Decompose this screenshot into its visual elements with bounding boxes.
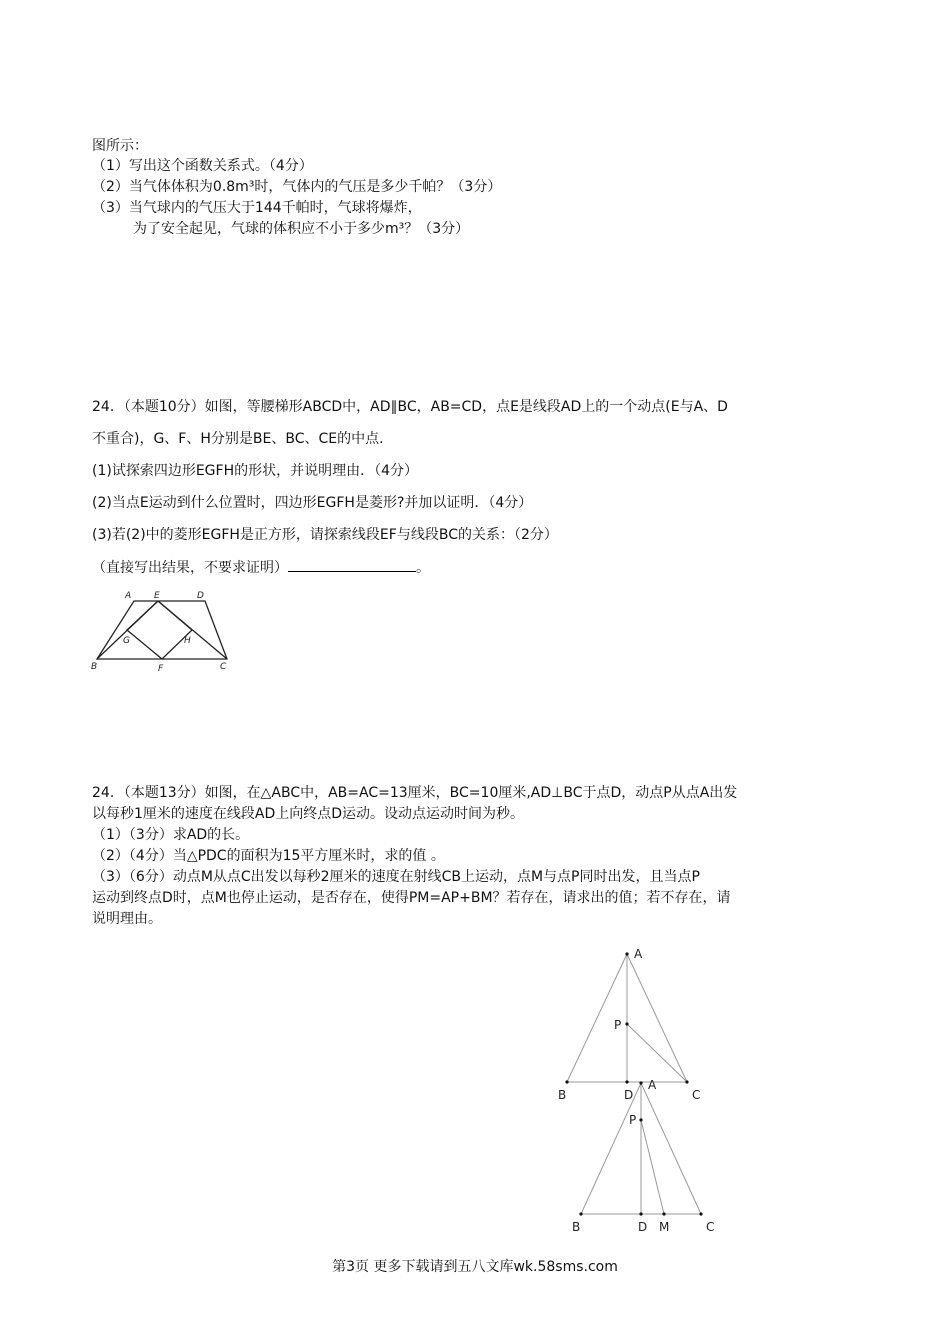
q24b-part2: （2）（4分）当△PDC的面积为15平方厘米时，求的值 。 <box>92 848 445 864</box>
label-p-1: P <box>614 1018 622 1032</box>
point-p-1 <box>625 1022 628 1025</box>
point-d-2 <box>639 1212 642 1215</box>
triangle-figure-2 <box>581 1083 701 1214</box>
q24a-line1: 24．（本题10分）如图，等腰梯形ABCD中，AD∥BC，AB=CD，点E是线段AD上的一个动点(E与A、D <box>92 399 728 415</box>
q23-intro: 图所示： <box>92 138 148 154</box>
q23-item-3: （3）当气球内的气压大于144千帕时，气球将爆炸， <box>92 200 422 216</box>
point-m-2 <box>662 1212 665 1215</box>
point-a-1 <box>625 952 628 955</box>
q24b-part3-l1: （3）（6分）动点M从点C出发以每秒2厘米的速度在射线CB上运动，点M与点P同时出发，且当点P <box>92 869 700 885</box>
point-a-2 <box>639 1081 642 1084</box>
q24a-part3-end: 。 <box>416 560 430 576</box>
q24a-line2: 不重合)，G、F、H分别是BE、BC、CE的中点. <box>92 431 384 447</box>
label-b: B <box>91 662 98 672</box>
point-b-2 <box>579 1212 582 1215</box>
label-a: A <box>125 591 132 601</box>
label-a-1: A <box>634 947 643 961</box>
segment-pc-1 <box>627 1024 687 1082</box>
label-a-2: A <box>648 1078 657 1092</box>
label-b-1: B <box>558 1088 567 1102</box>
label-f: F <box>158 664 164 674</box>
label-b-2: B <box>572 1220 581 1234</box>
page-footer: 第3页 更多下载请到五八文库wk.58sms.com <box>332 1259 618 1275</box>
point-c-2 <box>699 1212 702 1215</box>
q24a-part1: (1)试探索四边形EGFH的形状，并说明理由．（4分） <box>92 463 419 479</box>
q24b-part1: （1）（3分）求AD的长。 <box>92 827 250 843</box>
point-p-2 <box>639 1118 642 1121</box>
q24a-part2: (2)当点E运动到什么位置时，四边形EGFH是菱形?并加以证明．（4分） <box>92 495 533 511</box>
point-d-1 <box>625 1080 628 1083</box>
label-d-1: D <box>624 1088 634 1102</box>
label-e: E <box>154 591 160 601</box>
triangle-figure-1 <box>567 954 687 1082</box>
label-h: H <box>184 636 191 646</box>
segment-ab-2 <box>581 1083 641 1214</box>
label-c: C <box>220 662 227 672</box>
label-c-2: C <box>706 1220 715 1234</box>
q23-item-3-cont: 为了安全起见，气球的体积应不小于多少m³？（3分） <box>133 221 470 237</box>
q23-item-1: （1）写出这个函数关系式。（4分） <box>92 158 313 174</box>
point-c-1 <box>685 1080 688 1083</box>
segment-ac-1 <box>627 954 687 1082</box>
label-d: D <box>197 591 204 601</box>
q24b-part3-l3: 说明理由。 <box>92 911 162 927</box>
label-p-2: P <box>629 1113 637 1127</box>
q24a-part3: (3)若(2)中的菱形EGFH是正方形，请探索线段EF与线段BC的关系：（2分） <box>92 527 558 543</box>
q24b-part3-l2: 运动到终点D时，点M也停止运动，是否存在，使得PM=AP+BM？若存在，请求出的值；若不存在，请 <box>92 890 731 906</box>
label-m-2: M <box>659 1220 670 1234</box>
label-c-1: C <box>692 1088 701 1102</box>
segment-ac-2 <box>641 1083 701 1214</box>
label-g: G <box>123 636 130 646</box>
label-d-2: D <box>638 1220 648 1234</box>
q24b-line2: 以每秒1厘米的速度在线段AD上向终点D运动。设动点运动时间为秒。 <box>92 806 525 822</box>
segment-pm-2 <box>641 1120 664 1214</box>
q23-item-2: （2）当气体体积为0.8m³时，气体内的气压是多少千帕？（3分） <box>92 179 502 195</box>
q24b-line1: 24．（本题13分）如图，在△ABC中，AB=AC=13厘米，BC=10厘米,AD⊥BC于点D，动点P从点A出发 <box>92 785 738 801</box>
point-b-1 <box>565 1080 568 1083</box>
q24a-part3-note: （直接写出结果，不要求证明） <box>92 560 288 576</box>
